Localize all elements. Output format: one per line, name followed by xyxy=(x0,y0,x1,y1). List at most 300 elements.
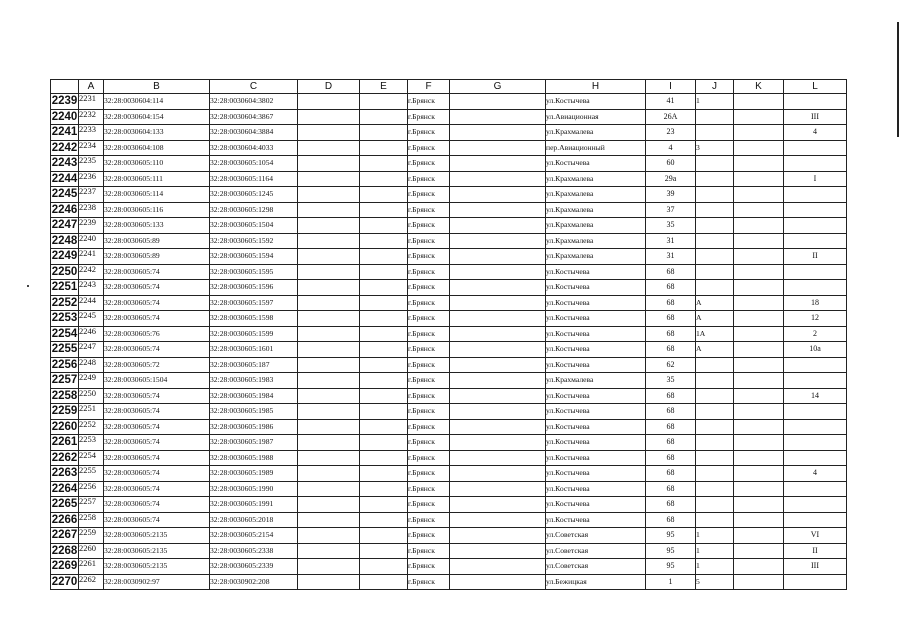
cell-f[interactable]: г.Брянск xyxy=(408,94,450,110)
cell-k[interactable] xyxy=(734,373,784,389)
cell-h[interactable]: ул.Костычева xyxy=(546,311,646,327)
cell-b[interactable]: 32:28:0030605:133 xyxy=(104,218,210,234)
cell-i[interactable]: 35 xyxy=(646,218,696,234)
cell-k[interactable] xyxy=(734,450,784,466)
cell-j[interactable]: 3 xyxy=(696,140,734,156)
cell-d[interactable] xyxy=(298,264,360,280)
cell-c[interactable]: 32:28:0030605:2339 xyxy=(210,559,298,575)
cell-b[interactable]: 32:28:0030605:114 xyxy=(104,187,210,203)
cell-l[interactable]: 4 xyxy=(784,466,847,482)
cell-c[interactable]: 32:28:0030605:1989 xyxy=(210,466,298,482)
cell-a[interactable]: 2237 xyxy=(79,187,104,203)
cell-i[interactable]: 35 xyxy=(646,373,696,389)
cell-a[interactable]: 2261 xyxy=(79,559,104,575)
cell-a[interactable]: 2256 xyxy=(79,481,104,497)
cell-h[interactable]: ул.Костычева xyxy=(546,404,646,420)
cell-a[interactable]: 2245 xyxy=(79,311,104,327)
column-header-l[interactable]: L xyxy=(784,80,847,94)
cell-l[interactable] xyxy=(784,156,847,172)
cell-b[interactable]: 32:28:0030605:74 xyxy=(104,435,210,451)
cell-d[interactable] xyxy=(298,109,360,125)
cell-d[interactable] xyxy=(298,435,360,451)
cell-j[interactable] xyxy=(696,404,734,420)
cell-l[interactable]: II xyxy=(784,543,847,559)
cell-c[interactable]: 32:28:0030605:1983 xyxy=(210,373,298,389)
cell-h[interactable]: ул.Костычева xyxy=(546,450,646,466)
cell-e[interactable] xyxy=(360,435,408,451)
cell-d[interactable] xyxy=(298,140,360,156)
cell-e[interactable] xyxy=(360,357,408,373)
cell-b[interactable]: 32:28:0030902:97 xyxy=(104,574,210,590)
cell-e[interactable] xyxy=(360,140,408,156)
cell-g[interactable] xyxy=(450,233,546,249)
row-number[interactable]: 2244 xyxy=(51,172,78,185)
row-number[interactable]: 2257 xyxy=(51,374,78,387)
cell-j[interactable]: 1 xyxy=(696,94,734,110)
cell-d[interactable] xyxy=(298,497,360,513)
cell-k[interactable] xyxy=(734,249,784,265)
cell-j[interactable] xyxy=(696,450,734,466)
cell-j[interactable] xyxy=(696,187,734,203)
cell-j[interactable] xyxy=(696,435,734,451)
cell-e[interactable] xyxy=(360,373,408,389)
cell-d[interactable] xyxy=(298,249,360,265)
cell-i[interactable]: 68 xyxy=(646,481,696,497)
cell-f[interactable]: г.Брянск xyxy=(408,326,450,342)
cell-h[interactable]: ул.Костычева xyxy=(546,388,646,404)
cell-k[interactable] xyxy=(734,574,784,590)
cell-k[interactable] xyxy=(734,419,784,435)
cell-d[interactable] xyxy=(298,233,360,249)
cell-e[interactable] xyxy=(360,233,408,249)
column-header-j[interactable]: J xyxy=(696,80,734,94)
cell-g[interactable] xyxy=(450,109,546,125)
cell-c[interactable]: 32:28:0030605:1601 xyxy=(210,342,298,358)
cell-j[interactable] xyxy=(696,156,734,172)
cell-l[interactable] xyxy=(784,264,847,280)
cell-h[interactable]: ул.Крахмалева xyxy=(546,187,646,203)
cell-a[interactable]: 2238 xyxy=(79,202,104,218)
cell-e[interactable] xyxy=(360,187,408,203)
cell-i[interactable]: 31 xyxy=(646,249,696,265)
cell-e[interactable] xyxy=(360,481,408,497)
cell-b[interactable]: 32:28:0030604:133 xyxy=(104,125,210,141)
cell-f[interactable]: г.Брянск xyxy=(408,497,450,513)
cell-j[interactable] xyxy=(696,171,734,187)
cell-k[interactable] xyxy=(734,481,784,497)
cell-h[interactable]: ул.Костычева xyxy=(546,326,646,342)
cell-d[interactable] xyxy=(298,280,360,296)
cell-d[interactable] xyxy=(298,326,360,342)
cell-a[interactable]: 2236 xyxy=(79,171,104,187)
cell-f[interactable]: г.Брянск xyxy=(408,233,450,249)
row-number[interactable]: 2249 xyxy=(51,250,78,263)
row-number[interactable]: 2260 xyxy=(51,420,78,433)
row-number[interactable]: 2262 xyxy=(51,451,78,464)
row-number[interactable]: 2251 xyxy=(51,281,78,294)
cell-e[interactable] xyxy=(360,574,408,590)
cell-h[interactable]: ул.Крахмалева xyxy=(546,202,646,218)
cell-d[interactable] xyxy=(298,218,360,234)
cell-e[interactable] xyxy=(360,125,408,141)
cell-g[interactable] xyxy=(450,295,546,311)
cell-h[interactable]: ул.Костычева xyxy=(546,419,646,435)
cell-d[interactable] xyxy=(298,94,360,110)
cell-a[interactable]: 2242 xyxy=(79,264,104,280)
cell-l[interactable]: III xyxy=(784,109,847,125)
cell-b[interactable]: 32:28:0030605:116 xyxy=(104,202,210,218)
cell-l[interactable] xyxy=(784,512,847,528)
cell-b[interactable]: 32:28:0030605:74 xyxy=(104,342,210,358)
cell-e[interactable] xyxy=(360,156,408,172)
cell-k[interactable] xyxy=(734,187,784,203)
cell-e[interactable] xyxy=(360,543,408,559)
cell-a[interactable]: 2239 xyxy=(79,218,104,234)
cell-b[interactable]: 32:28:0030604:114 xyxy=(104,94,210,110)
cell-h[interactable]: ул.Костычева xyxy=(546,497,646,513)
cell-e[interactable] xyxy=(360,466,408,482)
cell-a[interactable]: 2235 xyxy=(79,156,104,172)
cell-d[interactable] xyxy=(298,481,360,497)
cell-a[interactable]: 2258 xyxy=(79,512,104,528)
cell-i[interactable]: 41 xyxy=(646,94,696,110)
cell-i[interactable]: 37 xyxy=(646,202,696,218)
cell-i[interactable]: 68 xyxy=(646,419,696,435)
cell-a[interactable]: 2241 xyxy=(79,249,104,265)
cell-h[interactable]: ул.Костычева xyxy=(546,156,646,172)
cell-j[interactable] xyxy=(696,202,734,218)
cell-l[interactable]: I xyxy=(784,171,847,187)
row-number[interactable]: 2254 xyxy=(51,327,78,340)
cell-i[interactable]: 68 xyxy=(646,264,696,280)
cell-e[interactable] xyxy=(360,94,408,110)
cell-l[interactable] xyxy=(784,233,847,249)
cell-a[interactable]: 2246 xyxy=(79,326,104,342)
row-number[interactable]: 2258 xyxy=(51,389,78,402)
cell-g[interactable] xyxy=(450,249,546,265)
cell-k[interactable] xyxy=(734,543,784,559)
row-number[interactable]: 2248 xyxy=(51,234,78,247)
row-number[interactable]: 2265 xyxy=(51,498,78,511)
cell-k[interactable] xyxy=(734,125,784,141)
cell-j[interactable] xyxy=(696,280,734,296)
cell-c[interactable]: 32:28:0030902:208 xyxy=(210,574,298,590)
cell-g[interactable] xyxy=(450,481,546,497)
cell-b[interactable]: 32:28:0030605:74 xyxy=(104,512,210,528)
column-header-i[interactable]: I xyxy=(646,80,696,94)
cell-c[interactable]: 32:28:0030605:1054 xyxy=(210,156,298,172)
cell-g[interactable] xyxy=(450,450,546,466)
cell-j[interactable] xyxy=(696,373,734,389)
cell-k[interactable] xyxy=(734,280,784,296)
cell-k[interactable] xyxy=(734,528,784,544)
cell-a[interactable]: 2260 xyxy=(79,543,104,559)
cell-h[interactable]: ул.Костычева xyxy=(546,94,646,110)
cell-e[interactable] xyxy=(360,512,408,528)
cell-k[interactable] xyxy=(734,466,784,482)
cell-c[interactable]: 32:28:0030605:2154 xyxy=(210,528,298,544)
cell-b[interactable]: 32:28:0030605:89 xyxy=(104,233,210,249)
column-header-g[interactable]: G xyxy=(450,80,546,94)
cell-f[interactable]: г.Брянск xyxy=(408,171,450,187)
cell-i[interactable]: 68 xyxy=(646,450,696,466)
cell-f[interactable]: г.Брянск xyxy=(408,295,450,311)
cell-f[interactable]: г.Брянск xyxy=(408,543,450,559)
column-header-b[interactable]: B xyxy=(104,80,210,94)
row-number[interactable]: 2263 xyxy=(51,467,78,480)
cell-f[interactable]: г.Брянск xyxy=(408,466,450,482)
cell-l[interactable]: VI xyxy=(784,528,847,544)
cell-j[interactable]: 1 xyxy=(696,528,734,544)
cell-a[interactable]: 2255 xyxy=(79,466,104,482)
cell-d[interactable] xyxy=(298,512,360,528)
column-header-f[interactable]: F xyxy=(408,80,450,94)
cell-b[interactable]: 32:28:0030605:2135 xyxy=(104,528,210,544)
cell-j[interactable] xyxy=(696,249,734,265)
cell-k[interactable] xyxy=(734,404,784,420)
cell-b[interactable]: 32:28:0030605:74 xyxy=(104,419,210,435)
cell-a[interactable]: 2252 xyxy=(79,419,104,435)
cell-h[interactable]: ул.Крахмалева xyxy=(546,171,646,187)
cell-e[interactable] xyxy=(360,171,408,187)
cell-c[interactable]: 32:28:0030605:1990 xyxy=(210,481,298,497)
cell-h[interactable]: ул.Костычева xyxy=(546,342,646,358)
cell-h[interactable]: ул.Костычева xyxy=(546,264,646,280)
cell-d[interactable] xyxy=(298,559,360,575)
cell-e[interactable] xyxy=(360,249,408,265)
cell-c[interactable]: 32:28:0030605:1599 xyxy=(210,326,298,342)
cell-c[interactable]: 32:28:0030605:2018 xyxy=(210,512,298,528)
cell-e[interactable] xyxy=(360,404,408,420)
cell-f[interactable]: г.Брянск xyxy=(408,388,450,404)
cell-j[interactable] xyxy=(696,357,734,373)
cell-h[interactable]: ул.Костычева xyxy=(546,357,646,373)
cell-f[interactable]: г.Брянск xyxy=(408,419,450,435)
cell-k[interactable] xyxy=(734,264,784,280)
cell-k[interactable] xyxy=(734,202,784,218)
cell-g[interactable] xyxy=(450,264,546,280)
cell-g[interactable] xyxy=(450,435,546,451)
cell-g[interactable] xyxy=(450,311,546,327)
cell-c[interactable]: 32:28:0030605:1598 xyxy=(210,311,298,327)
row-number[interactable]: 2252 xyxy=(51,296,78,309)
cell-f[interactable]: г.Брянск xyxy=(408,125,450,141)
cell-f[interactable]: г.Брянск xyxy=(408,528,450,544)
cell-b[interactable]: 32:28:0030605:74 xyxy=(104,280,210,296)
cell-k[interactable] xyxy=(734,512,784,528)
cell-h[interactable]: ул.Костычева xyxy=(546,481,646,497)
cell-c[interactable]: 32:28:0030605:1164 xyxy=(210,171,298,187)
cell-a[interactable]: 2257 xyxy=(79,497,104,513)
cell-k[interactable] xyxy=(734,171,784,187)
cell-c[interactable]: 32:28:0030604:3884 xyxy=(210,125,298,141)
cell-g[interactable] xyxy=(450,140,546,156)
cell-f[interactable]: г.Брянск xyxy=(408,373,450,389)
cell-k[interactable] xyxy=(734,326,784,342)
cell-i[interactable]: 31 xyxy=(646,233,696,249)
cell-f[interactable]: г.Брянск xyxy=(408,342,450,358)
cell-a[interactable]: 2249 xyxy=(79,373,104,389)
row-number[interactable]: 2247 xyxy=(51,219,78,232)
cell-b[interactable]: 32:28:0030605:74 xyxy=(104,450,210,466)
cell-h[interactable]: ул.Советская xyxy=(546,528,646,544)
cell-d[interactable] xyxy=(298,466,360,482)
cell-e[interactable] xyxy=(360,419,408,435)
cell-g[interactable] xyxy=(450,94,546,110)
cell-e[interactable] xyxy=(360,280,408,296)
cell-g[interactable] xyxy=(450,342,546,358)
cell-f[interactable]: г.Брянск xyxy=(408,435,450,451)
cell-f[interactable]: г.Брянск xyxy=(408,311,450,327)
cell-b[interactable]: 32:28:0030605:111 xyxy=(104,171,210,187)
cell-i[interactable]: 39 xyxy=(646,187,696,203)
row-number[interactable]: 2266 xyxy=(51,513,78,526)
cell-l[interactable]: II xyxy=(784,249,847,265)
cell-j[interactable] xyxy=(696,388,734,404)
row-number[interactable]: 2250 xyxy=(51,265,78,278)
cell-l[interactable] xyxy=(784,419,847,435)
cell-h[interactable]: ул.Крахмалева xyxy=(546,233,646,249)
cell-h[interactable]: ул.Костычева xyxy=(546,280,646,296)
cell-a[interactable]: 2259 xyxy=(79,528,104,544)
cell-k[interactable] xyxy=(734,559,784,575)
cell-e[interactable] xyxy=(360,388,408,404)
cell-l[interactable]: 18 xyxy=(784,295,847,311)
cell-a[interactable]: 2234 xyxy=(79,140,104,156)
column-header-a[interactable]: A xyxy=(79,80,104,94)
cell-k[interactable] xyxy=(734,497,784,513)
cell-b[interactable]: 32:28:0030605:2135 xyxy=(104,543,210,559)
cell-i[interactable]: 68 xyxy=(646,311,696,327)
cell-g[interactable] xyxy=(450,125,546,141)
row-number[interactable]: 2242 xyxy=(51,141,78,154)
cell-c[interactable]: 32:28:0030605:1986 xyxy=(210,419,298,435)
cell-j[interactable]: А xyxy=(696,295,734,311)
cell-b[interactable]: 32:28:0030605:74 xyxy=(104,264,210,280)
cell-c[interactable]: 32:28:0030605:1597 xyxy=(210,295,298,311)
cell-i[interactable]: 23 xyxy=(646,125,696,141)
row-number[interactable]: 2261 xyxy=(51,436,78,449)
cell-f[interactable]: г.Брянск xyxy=(408,559,450,575)
cell-l[interactable] xyxy=(784,202,847,218)
cell-l[interactable] xyxy=(784,187,847,203)
cell-b[interactable]: 32:28:0030605:76 xyxy=(104,326,210,342)
row-number[interactable]: 2243 xyxy=(51,157,78,170)
cell-l[interactable] xyxy=(784,357,847,373)
cell-h[interactable]: ул.Костычева xyxy=(546,435,646,451)
cell-a[interactable]: 2240 xyxy=(79,233,104,249)
cell-j[interactable]: 1А xyxy=(696,326,734,342)
cell-i[interactable]: 26А xyxy=(646,109,696,125)
cell-i[interactable]: 60 xyxy=(646,156,696,172)
cell-l[interactable] xyxy=(784,140,847,156)
cell-c[interactable]: 32:28:0030605:2338 xyxy=(210,543,298,559)
cell-k[interactable] xyxy=(734,435,784,451)
cell-d[interactable] xyxy=(298,404,360,420)
cell-j[interactable] xyxy=(696,419,734,435)
cell-a[interactable]: 2231 xyxy=(79,94,104,110)
column-header-h[interactable]: H xyxy=(546,80,646,94)
cell-b[interactable]: 32:28:0030605:74 xyxy=(104,497,210,513)
cell-l[interactable]: 2 xyxy=(784,326,847,342)
cell-f[interactable]: г.Брянск xyxy=(408,357,450,373)
cell-c[interactable]: 32:28:0030605:1595 xyxy=(210,264,298,280)
cell-g[interactable] xyxy=(450,512,546,528)
cell-k[interactable] xyxy=(734,388,784,404)
row-number[interactable]: 2264 xyxy=(51,482,78,495)
cell-a[interactable]: 2250 xyxy=(79,388,104,404)
cell-j[interactable] xyxy=(696,264,734,280)
cell-l[interactable]: 14 xyxy=(784,388,847,404)
row-number[interactable]: 2268 xyxy=(51,544,78,557)
row-number[interactable]: 2270 xyxy=(51,575,78,588)
cell-b[interactable]: 32:28:0030605:74 xyxy=(104,404,210,420)
cell-i[interactable]: 95 xyxy=(646,528,696,544)
cell-e[interactable] xyxy=(360,218,408,234)
cell-e[interactable] xyxy=(360,295,408,311)
cell-k[interactable] xyxy=(734,357,784,373)
cell-g[interactable] xyxy=(450,543,546,559)
cell-c[interactable]: 32:28:0030605:187 xyxy=(210,357,298,373)
cell-f[interactable]: г.Брянск xyxy=(408,574,450,590)
cell-b[interactable]: 32:28:0030604:154 xyxy=(104,109,210,125)
cell-i[interactable]: 68 xyxy=(646,466,696,482)
cell-j[interactable] xyxy=(696,218,734,234)
cell-h[interactable]: ул.Крахмалева xyxy=(546,218,646,234)
cell-d[interactable] xyxy=(298,373,360,389)
row-number[interactable]: 2245 xyxy=(51,188,78,201)
cell-j[interactable] xyxy=(696,481,734,497)
cell-l[interactable] xyxy=(784,450,847,466)
column-header-d[interactable]: D xyxy=(298,80,360,94)
cell-b[interactable]: 32:28:0030605:2135 xyxy=(104,559,210,575)
cell-b[interactable]: 32:28:0030605:110 xyxy=(104,156,210,172)
cell-j[interactable]: 5 xyxy=(696,574,734,590)
cell-i[interactable]: 68 xyxy=(646,388,696,404)
cell-f[interactable]: г.Брянск xyxy=(408,202,450,218)
cell-g[interactable] xyxy=(450,497,546,513)
cell-c[interactable]: 32:28:0030605:1592 xyxy=(210,233,298,249)
cell-c[interactable]: 32:28:0030605:1991 xyxy=(210,497,298,513)
cell-d[interactable] xyxy=(298,295,360,311)
cell-b[interactable]: 32:28:0030605:89 xyxy=(104,249,210,265)
cell-d[interactable] xyxy=(298,419,360,435)
cell-j[interactable]: А xyxy=(696,311,734,327)
cell-c[interactable]: 32:28:0030605:1594 xyxy=(210,249,298,265)
cell-c[interactable]: 32:28:0030604:3867 xyxy=(210,109,298,125)
column-header-k[interactable]: K xyxy=(734,80,784,94)
cell-d[interactable] xyxy=(298,357,360,373)
cell-h[interactable]: ул.Бежицкая xyxy=(546,574,646,590)
cell-c[interactable]: 32:28:0030605:1984 xyxy=(210,388,298,404)
cell-h[interactable]: ул.Крахмалева xyxy=(546,125,646,141)
cell-k[interactable] xyxy=(734,233,784,249)
row-number[interactable]: 2240 xyxy=(51,110,78,123)
cell-g[interactable] xyxy=(450,280,546,296)
cell-i[interactable]: 68 xyxy=(646,280,696,296)
cell-f[interactable]: г.Брянск xyxy=(408,481,450,497)
cell-h[interactable]: ул.Крахмалева xyxy=(546,373,646,389)
cell-i[interactable]: 95 xyxy=(646,559,696,575)
cell-a[interactable]: 2254 xyxy=(79,450,104,466)
cell-i[interactable]: 68 xyxy=(646,497,696,513)
cell-j[interactable] xyxy=(696,233,734,249)
cell-l[interactable] xyxy=(784,574,847,590)
cell-g[interactable] xyxy=(450,373,546,389)
row-number[interactable]: 2269 xyxy=(51,560,78,573)
cell-h[interactable]: ул.Советская xyxy=(546,543,646,559)
cell-f[interactable]: г.Брянск xyxy=(408,187,450,203)
